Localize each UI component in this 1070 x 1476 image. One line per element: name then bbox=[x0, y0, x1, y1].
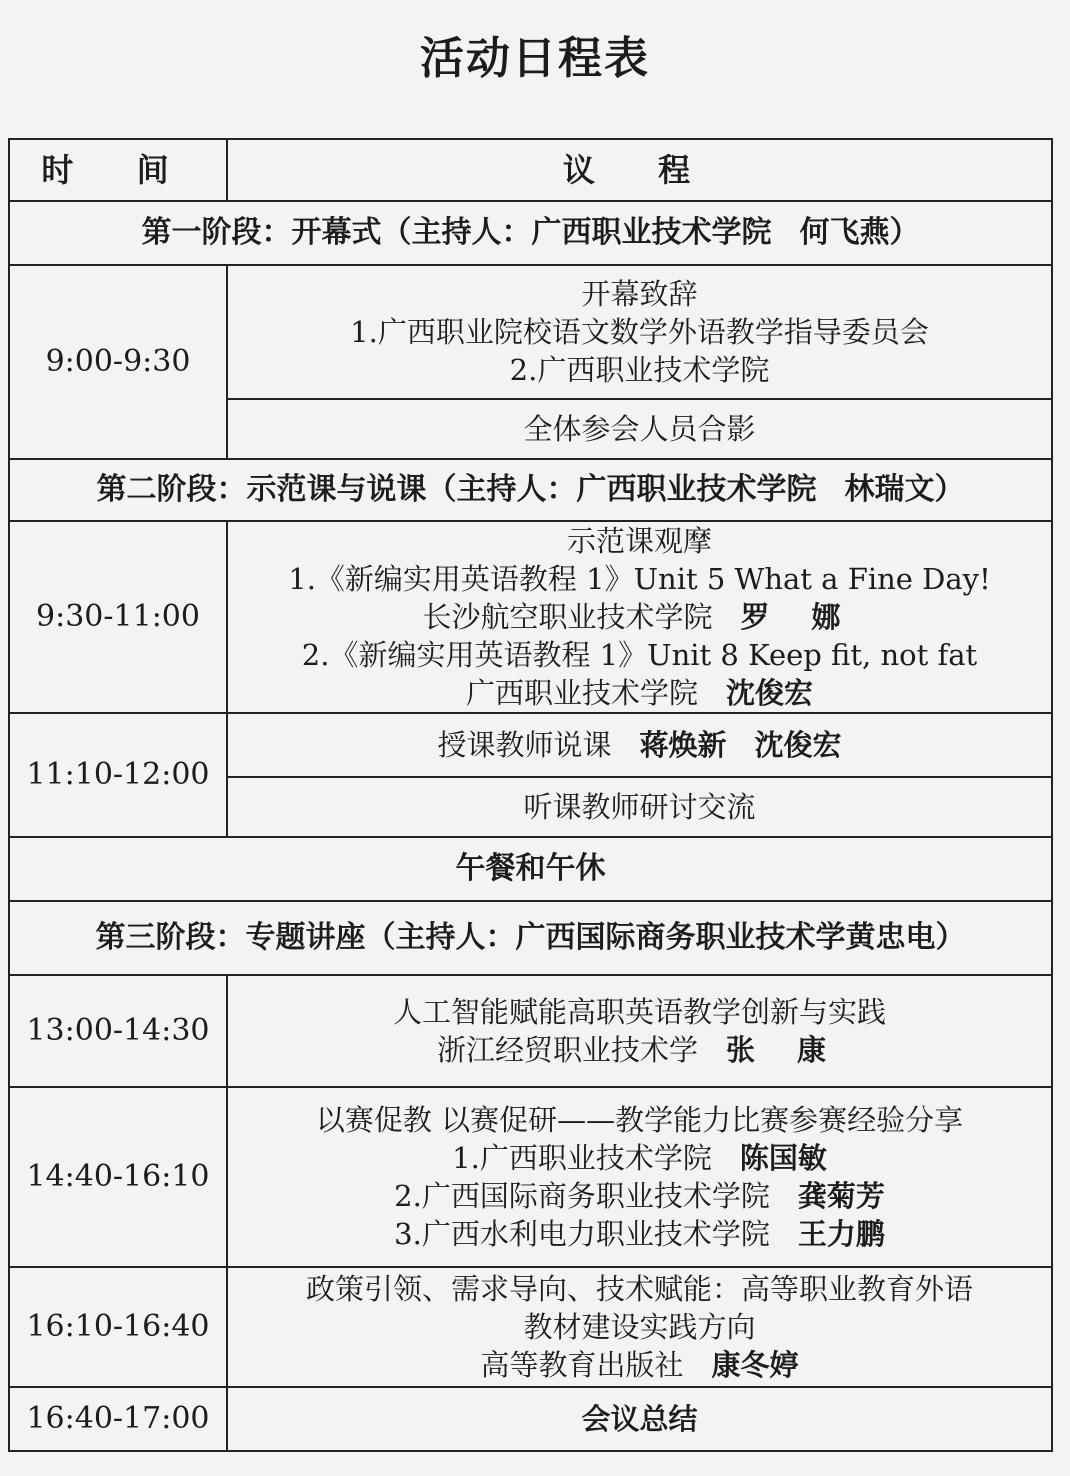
org-name: 1.广西职业技术学院 bbox=[452, 1141, 712, 1175]
schedule-row bbox=[9, 975, 1052, 1087]
agenda-cell bbox=[227, 975, 1052, 1087]
agenda-cell bbox=[227, 521, 1052, 713]
speaker-name: 陈国敏 bbox=[739, 1141, 827, 1175]
agenda-cell bbox=[227, 265, 1052, 399]
time-cell: 16:40-17:00 bbox=[9, 1387, 227, 1451]
time-cell: 13:00-14:30 bbox=[9, 975, 227, 1087]
org-name: 3.广西水利电力职业技术学院 bbox=[394, 1217, 770, 1251]
schedule-table bbox=[8, 138, 1053, 1452]
page-title: 活动日程表 bbox=[420, 33, 650, 84]
agenda-line: 2.《新编实用英语教程 1》Unit 8 Keep fit, not fat bbox=[301, 638, 978, 672]
time-cell: 9:30-11:00 bbox=[9, 521, 227, 713]
agenda-cell: 会议总结 bbox=[227, 1387, 1052, 1451]
time-column-header: 时 间 bbox=[9, 139, 227, 201]
agenda-line: 教材建设实践方向 bbox=[523, 1310, 756, 1344]
agenda-cell bbox=[227, 713, 1052, 777]
stage-row bbox=[9, 459, 1052, 521]
org-name: 高等教育出版社 bbox=[480, 1348, 684, 1382]
agenda-line bbox=[234, 598, 1045, 636]
schedule-row bbox=[9, 1387, 1052, 1451]
speaker-name: 沈俊宏 bbox=[726, 676, 814, 710]
org-name: 长沙航空职业技术学院 bbox=[422, 600, 713, 634]
org-name: 浙江经贸职业技术学 bbox=[436, 1033, 698, 1067]
schedule-row bbox=[9, 713, 1052, 777]
speaker-name: 张 康 bbox=[725, 1033, 843, 1067]
stage3-header bbox=[9, 901, 1052, 975]
agenda-cell bbox=[227, 1267, 1052, 1387]
stage3-host: 黄忠电） bbox=[845, 920, 966, 955]
stage1-label: 第一阶段：开幕式（主持人：广西职业技术学院 bbox=[141, 215, 772, 250]
stage1-header bbox=[9, 201, 1052, 265]
stage2-host: 林瑞文） bbox=[844, 472, 965, 507]
stage2-label: 第二阶段：示范课与说课（主持人：广西职业技术学院 bbox=[96, 472, 817, 507]
speaker-name: 王力鹏 bbox=[797, 1217, 885, 1251]
speaker-name: 罗 娜 bbox=[740, 600, 857, 634]
agenda-line bbox=[234, 1215, 1045, 1253]
speaker-name: 康冬婷 bbox=[711, 1348, 799, 1382]
agenda-cell: 全体参会人员合影 bbox=[227, 399, 1052, 459]
time-cell: 16:10-16:40 bbox=[9, 1267, 227, 1387]
schedule-row bbox=[9, 265, 1052, 399]
time-cell: 9:00-9:30 bbox=[9, 265, 227, 459]
agenda-cell: 听课教师研讨交流 bbox=[227, 777, 1052, 837]
lunch-break: 午餐和午休 bbox=[9, 837, 1052, 901]
agenda-line: 人工智能赋能高职英语教学创新与实践 bbox=[392, 995, 886, 1029]
speaker-name: 沈俊宏 bbox=[754, 728, 842, 762]
agenda-line bbox=[234, 1031, 1045, 1069]
agenda-line bbox=[234, 1177, 1045, 1215]
stage3-label: 第三阶段：专题讲座（主持人：广西国际商务职业技术学 bbox=[95, 920, 846, 955]
agenda-line: 政策引领、需求导向、技术赋能：高等职业教育外语 bbox=[305, 1272, 973, 1306]
lunch-row bbox=[9, 837, 1052, 901]
agenda-line: 2.广西职业技术学院 bbox=[509, 353, 770, 387]
time-cell: 11:10-12:00 bbox=[9, 713, 227, 837]
stage1-host: 何飞燕） bbox=[799, 215, 920, 250]
stage-row bbox=[9, 901, 1052, 975]
agenda-line: 1.《新编实用英语教程 1》Unit 5 What a Fine Day! bbox=[288, 562, 991, 596]
schedule-row bbox=[9, 1267, 1052, 1387]
stage2-header bbox=[9, 459, 1052, 521]
agenda-column-header: 议 程 bbox=[227, 139, 1052, 201]
agenda-line bbox=[234, 674, 1045, 712]
org-name: 广西职业技术学院 bbox=[465, 676, 698, 710]
agenda-line: 示范课观摩 bbox=[566, 524, 712, 558]
speaker-name: 龚菊芳 bbox=[797, 1179, 885, 1213]
agenda-text: 授课教师说课 bbox=[437, 728, 612, 762]
agenda-line bbox=[234, 1346, 1045, 1384]
agenda-line bbox=[234, 1139, 1045, 1177]
schedule-row bbox=[9, 521, 1052, 713]
agenda-cell bbox=[227, 1087, 1052, 1267]
table-header-row bbox=[9, 139, 1052, 201]
org-name: 2.广西国际商务职业技术学院 bbox=[394, 1179, 770, 1213]
time-cell: 14:40-16:10 bbox=[9, 1087, 227, 1267]
schedule-row bbox=[9, 1087, 1052, 1267]
agenda-line: 1.广西职业院校语文数学外语教学指导委员会 bbox=[350, 315, 929, 349]
speaker-name: 蒋焕新 bbox=[639, 728, 727, 762]
agenda-line: 开幕致辞 bbox=[581, 277, 698, 311]
agenda-line: 以赛促教 以赛促研——教学能力比赛参赛经验分享 bbox=[315, 1103, 964, 1137]
stage-row bbox=[9, 201, 1052, 265]
